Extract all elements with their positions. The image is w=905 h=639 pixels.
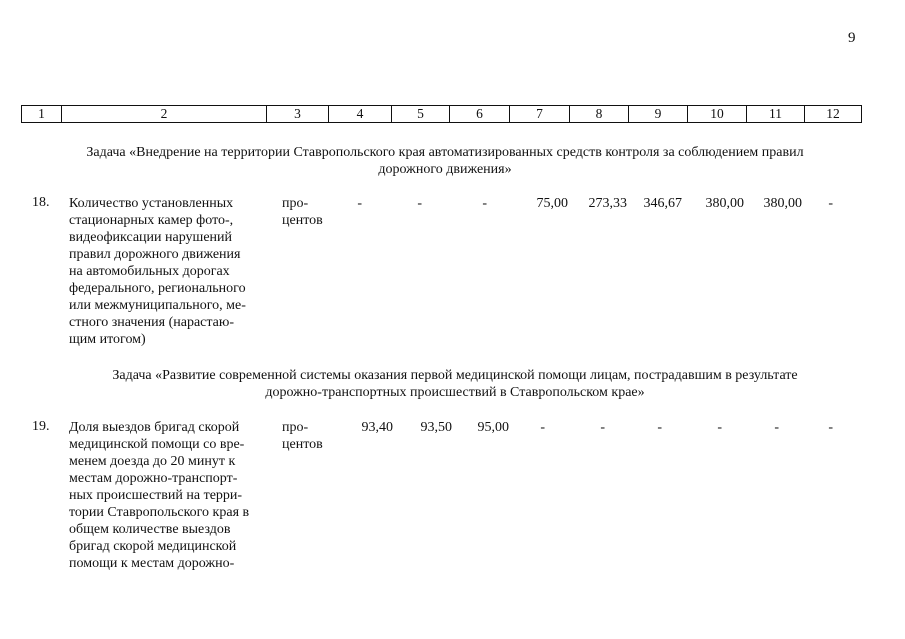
column-header: 1: [22, 106, 62, 123]
task-heading-line: Задача «Внедрение на территории Ставропольского края автоматизированных средств контроля за соблюдением правил: [86, 145, 804, 160]
column-header-row: [21, 105, 862, 123]
column-header: 8: [570, 106, 629, 123]
value-cell: -: [828, 420, 833, 435]
description-line: федерального, регионального: [69, 281, 246, 296]
description-line: видеофиксации нарушений: [69, 230, 233, 245]
unit-line: про-: [282, 420, 309, 435]
description-line: Количество установленных: [69, 196, 234, 211]
unit-line: центов: [282, 213, 323, 228]
value-cell: -: [357, 196, 362, 211]
value-cell: 75,00: [536, 196, 568, 211]
column-header: 10: [688, 106, 747, 123]
value-cell: -: [417, 196, 422, 211]
column-header: 12: [805, 106, 862, 123]
description-line: на автомобильных дорогах: [69, 264, 230, 279]
description-line: местам дорожно-транспорт-: [69, 471, 238, 486]
column-header: 9: [629, 106, 688, 123]
description-line: щим итогом): [69, 332, 146, 347]
unit-line: про-: [282, 196, 309, 211]
value-cell: 380,00: [705, 196, 744, 211]
column-header: 6: [450, 106, 510, 123]
task-heading-line: Задача «Развитие современной системы оказания первой медицинской помощи лицам, пострадавшим в результате: [112, 368, 798, 383]
description-line: бригад скорой медицинской: [69, 539, 237, 554]
value-cell: -: [774, 420, 779, 435]
row-description: [69, 419, 267, 572]
value-cell: -: [717, 420, 722, 435]
column-header: 7: [510, 106, 570, 123]
column-header: 4: [329, 106, 392, 123]
value-cell: 273,33: [588, 196, 627, 211]
row-number: 19.: [32, 419, 50, 434]
task-heading-line: дорожного движения»: [378, 162, 512, 177]
description-line: менем доезда до 20 минут к: [69, 454, 236, 469]
row-number: 18.: [32, 195, 50, 210]
value-cell: 346,67: [643, 196, 682, 211]
value-cell: -: [600, 420, 605, 435]
column-header: 5: [392, 106, 450, 123]
value-cell: -: [828, 196, 833, 211]
description-line: медицинской помощи со вре-: [69, 437, 245, 452]
description-line: правил дорожного движения: [69, 247, 241, 262]
task-heading-line: дорожно-транспортных происшествий в Ставропольском крае»: [265, 385, 645, 400]
description-line: стационарных камер фото-,: [69, 213, 234, 228]
value-cell: 380,00: [763, 196, 802, 211]
unit-line: центов: [282, 437, 323, 452]
description-line: общем количестве выездов: [69, 522, 231, 537]
description-line: тории Ставропольского края в: [69, 505, 250, 520]
description-line: помощи к местам дорожно-: [69, 556, 235, 571]
page-number: 9: [848, 30, 856, 46]
row-description: [69, 195, 267, 348]
value-cell: -: [657, 420, 662, 435]
description-line: стного значения (нарастаю-: [69, 315, 234, 330]
column-header: 3: [267, 106, 329, 123]
column-header: 11: [747, 106, 805, 123]
unit-cell: [282, 195, 323, 229]
value-cell: 93,50: [420, 420, 452, 435]
unit-cell: [282, 419, 323, 453]
description-line: или межмуниципального, ме-: [69, 298, 246, 313]
description-line: Доля выездов бригад скорой: [69, 420, 240, 435]
value-cell: 93,40: [361, 420, 393, 435]
description-line: ных происшествий на терри-: [69, 488, 243, 503]
value-cell: -: [540, 420, 545, 435]
column-header: 2: [62, 106, 267, 123]
value-cell: 95,00: [477, 420, 509, 435]
value-cell: -: [482, 196, 487, 211]
